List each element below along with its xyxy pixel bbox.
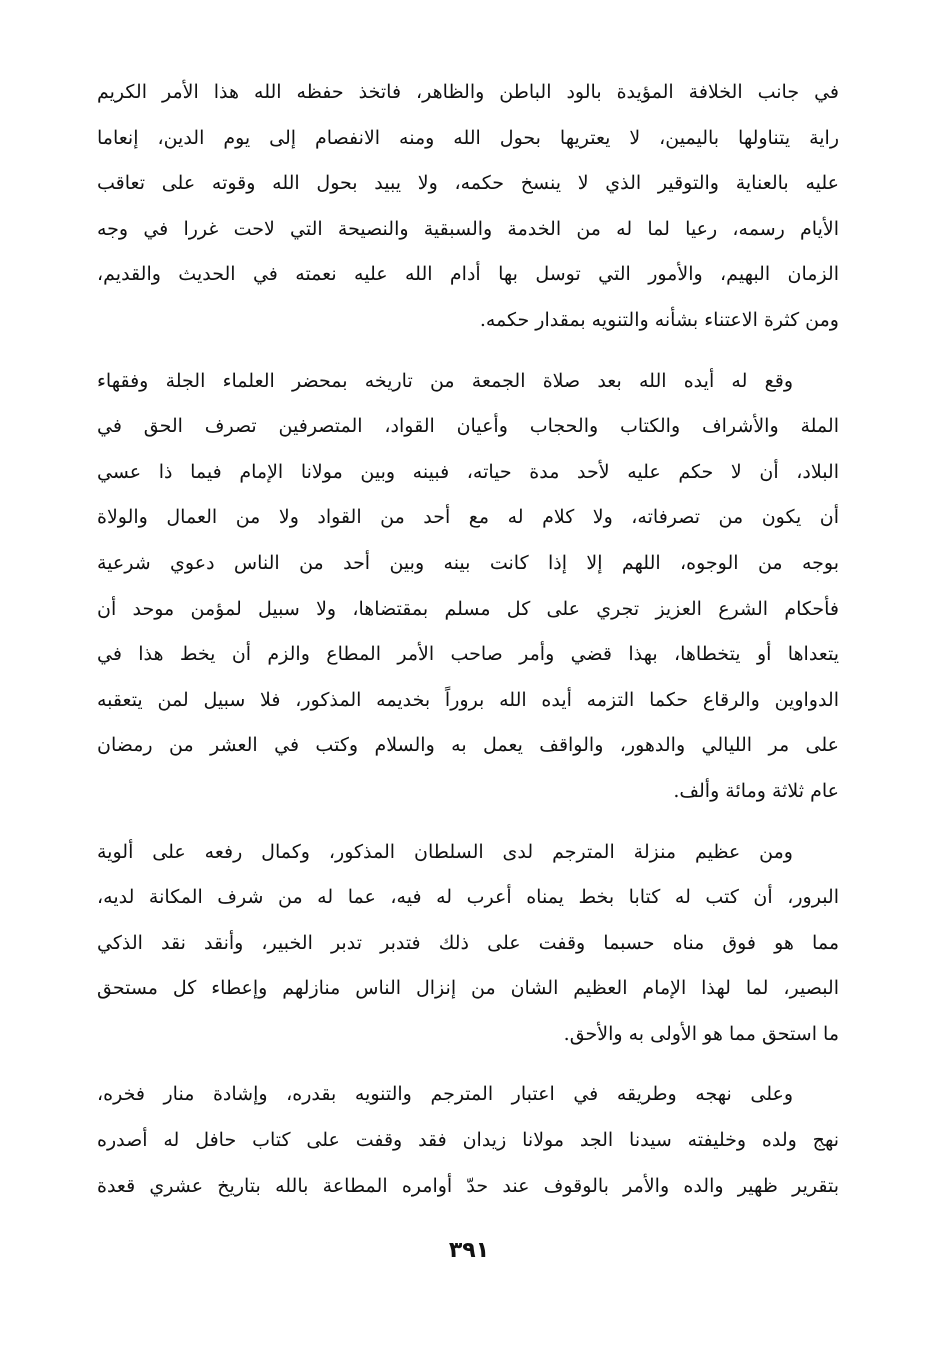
text-line: بوجه من الوجوه، اللهم إلا إذا كانت بينه وبين أحد من الناس دعوي شرعية (97, 551, 839, 574)
paragraph (97, 70, 839, 344)
text-line: عليه بالعناية والتوقير الذي لا ينسخ حكمه، ولا يبيد بحول الله وقوته على تعاقب (97, 172, 839, 195)
text-line: البرور، أن كتب له كتابا بخط يمناه أعرب له فيه، عما له من شرف المكانة لديه، (97, 886, 839, 909)
text-line: الزمان البهيم، والأمور التي توسل بها أدام الله عليه نعمته في الحديث والقديم، (97, 263, 839, 286)
text-line: فأحكام الشرع العزيز تجري على كل مسلم بمقتضاها، ولا سبيل لمؤمن موحد أن (97, 597, 839, 620)
text-line: وعلى نهجه وطريقه في اعتبار المترجم والتنويه بقدره، وإشادة منار فخره، (97, 1083, 793, 1106)
text-line: على مر الليالي والدهور، والواقف يعمل به والسلام وكتب في العشر من رمضان (97, 734, 839, 757)
text-line: أن يكون من تصرفاته، ولا كلام له مع أحد من القواد ولا من العمال والولاة (97, 506, 839, 529)
text-line: بتقرير ظهير والده والأمر بالوقوف عند حدّ أوامره المطاعة بالله بتاريخ عشري قعدة (97, 1174, 839, 1197)
text-line: يتعداها أو يتخطاها، بهذا قضي وأمر صاحب الأمر المطاع والزم أن يخط هذا في (97, 643, 839, 666)
paragraph-container (97, 70, 839, 1209)
text-line: البصير، لما لهذا الإمام العظيم الشان من إنزال الناس منازلهم وإعطاء كل مستحق (97, 977, 839, 1000)
paragraph-gap (97, 1057, 839, 1072)
text-line: نهج ولده وخليفته سيدنا الجد مولانا زيدان فقد وقفت على كتاب حافل له أصدره (97, 1129, 839, 1152)
text-line: الملة والأشراف والكتاب والحجاب وأعيان القواد، المتصرفين تصرف الحق في (97, 415, 839, 438)
paragraph-gap (97, 344, 839, 359)
paragraph (97, 359, 839, 815)
text-line: وقع له أيده الله بعد صلاة الجمعة من تاريخه بمحضر العلماء الجلة وفقهاء (97, 369, 793, 392)
text-line: راية يتناولها باليمين، لا يعتريها بحول الله ومنه الانفصام إلى يوم الدين، إنعاما (97, 126, 839, 149)
body-text (97, 70, 839, 1209)
text-line: مما هو فوق مناه حسبما وقفت على ذلك فتدبر تدبر الخبير، وأنقد نقد الذكي (97, 931, 839, 954)
text-line: الأيام رسمه، رعيا لما له من الخدمة والسبقية والنصيحة التي لاحت غررا في وجه (97, 217, 839, 240)
text-line: ما استحق مما هو الأولى به والأحق. (563, 1022, 839, 1045)
text-line: في جانب الخلافة المؤيدة بالود الباطن والظاهر، فاتخذ حفظه الله هذا الأمر الكريم (97, 81, 839, 103)
paragraph-gap (97, 815, 839, 830)
text-line: البلاد، أن لا حكم عليه لأحد مدة حياته، فبينه وبين مولانا الإمام فيما ذا عسي (97, 460, 839, 483)
text-line: الدواوين والرقاع حكما التزمه أيده الله بروراً بخديمه المذكور، فلا سبيل لمن يتعقبه (97, 688, 839, 711)
paragraph (97, 830, 839, 1058)
text-line: عام ثلاثة ومائة وألف. (673, 779, 839, 802)
text-line: ومن عظيم منزلة المترجم لدى السلطان المذكور، وكمال رفعه على ألوية (97, 840, 793, 863)
paragraph (97, 1072, 839, 1209)
page-number: ٣٩١ (448, 1238, 490, 1263)
text-line: ومن كثرة الاعتناء بشأنه والتنويه بمقدار حكمه. (479, 308, 839, 331)
